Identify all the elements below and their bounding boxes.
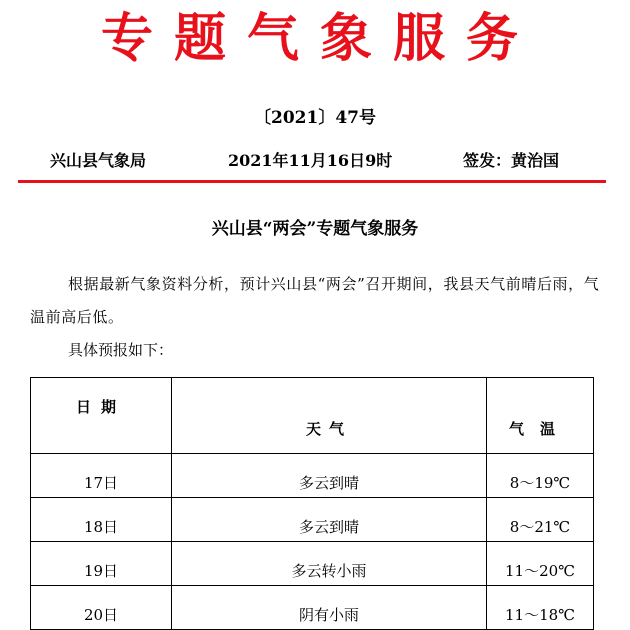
cell-weather: 多云到晴 [172, 498, 487, 542]
table-row [31, 454, 594, 498]
body-paragraph-intro: 具体预报如下： [68, 341, 174, 359]
red-divider [18, 180, 606, 183]
cell-date: 18日 [31, 498, 172, 542]
cell-weather: 多云转小雨 [172, 542, 487, 586]
header-date: 日期 [31, 378, 172, 454]
cell-temperature: 11～18℃ [487, 586, 594, 630]
cell-date: 17日 [31, 454, 172, 498]
cell-weather: 阴有小雨 [172, 586, 487, 630]
table-row [31, 542, 594, 586]
document-number: 〔2021〕47号 [254, 108, 376, 128]
document-title: 兴山县“两会”专题气象服务 [211, 219, 419, 239]
issue-time: 2021年11月16日9时 [228, 151, 393, 170]
cell-weather: 多云到晴 [172, 454, 487, 498]
signer: 签发：黄治国 [463, 151, 560, 170]
issuer: 兴山县气象局 [50, 151, 147, 170]
body-paragraph-summary: 根据最新气象资料分析，预计兴山县“两会”召开期间，我县天气前晴后雨，气温前高后低。 [30, 275, 600, 326]
header-temperature: 气温 [487, 378, 594, 454]
header-weather: 天气 [172, 378, 487, 454]
table-header-row [31, 378, 594, 454]
cell-temperature: 8～19℃ [487, 454, 594, 498]
cell-date: 20日 [31, 586, 172, 630]
document-header-title: 专题气象服务 [100, 9, 539, 69]
table-row [31, 586, 594, 630]
cell-date: 19日 [31, 542, 172, 586]
forecast-table [30, 377, 594, 630]
cell-temperature: 8～21℃ [487, 498, 594, 542]
table-row [31, 498, 594, 542]
cell-temperature: 11～20℃ [487, 542, 594, 586]
